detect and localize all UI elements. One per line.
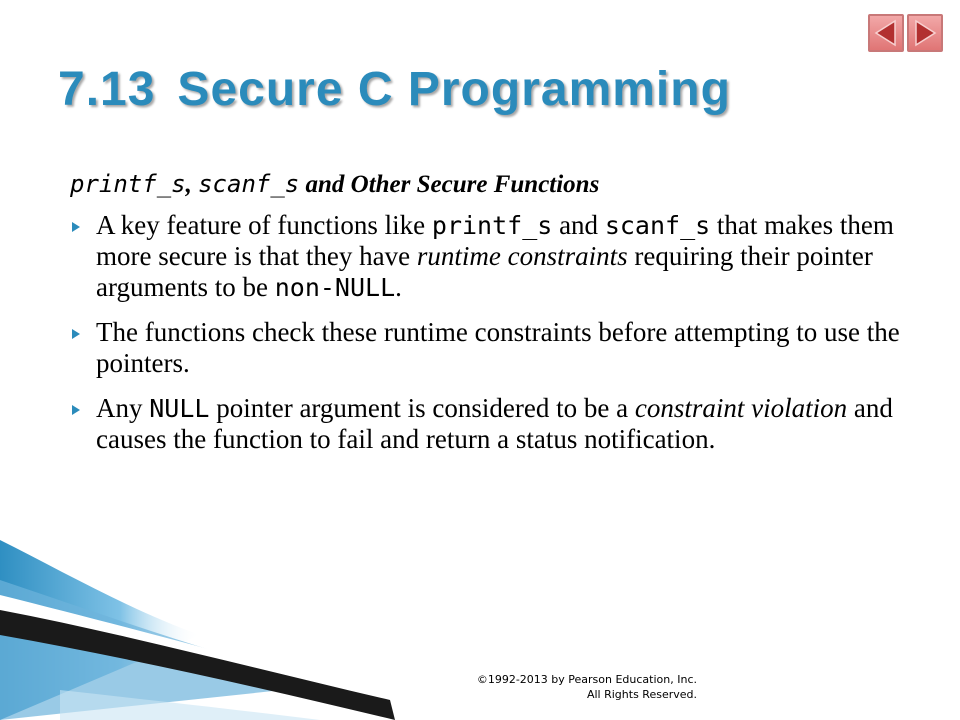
- subtitle-rest: and Other Secure Functions: [305, 171, 600, 198]
- previous-slide-button[interactable]: [868, 14, 904, 52]
- bullet-text: and causes the function to fail and return a status notification.: [96, 393, 893, 454]
- bullet-text: A key feature of functions like: [96, 210, 432, 240]
- title-text: Secure C Programming: [177, 63, 731, 116]
- rights-line: All Rights Reserved.: [586, 688, 697, 701]
- slide-title: [58, 62, 731, 117]
- bullet-item: [70, 210, 910, 303]
- subtitle-code-printf: printf_s: [70, 170, 186, 198]
- bullet-emphasis: runtime constraints: [416, 241, 628, 271]
- bullet-text: pointer argument is considered to be a: [209, 393, 635, 423]
- subtitle-code-scanf: scanf_s: [198, 170, 300, 198]
- next-slide-button[interactable]: [907, 14, 943, 52]
- bullet-text: that makes them more secure is that they have: [96, 210, 894, 271]
- triangle-left-icon: [873, 19, 899, 47]
- bullet-list: [70, 210, 910, 469]
- copyright-footer: [477, 672, 697, 702]
- slide-navigation: [868, 14, 948, 54]
- bullet-emphasis: constraint violation: [634, 393, 848, 423]
- bullet-text: requiring their pointer arguments to be: [96, 241, 873, 302]
- bullet-text: .: [395, 272, 402, 302]
- bullet-code: scanf_s: [604, 211, 711, 240]
- triangle-right-icon: [912, 19, 938, 47]
- bullet-text: The functions check these runtime constraints before attempting to use the pointers.: [96, 317, 900, 378]
- copyright-line: ©1992-2013 by Pearson Education, Inc.: [476, 673, 697, 686]
- slide-subtitle: [70, 170, 599, 199]
- title-number: 7.13: [58, 63, 156, 116]
- bullet-arrow-icon: [72, 405, 80, 415]
- bullet-item: [70, 393, 910, 455]
- bullet-code: non-NULL: [274, 273, 396, 302]
- bullet-text: Any: [96, 393, 150, 423]
- bullet-code: printf_s: [431, 211, 553, 240]
- bullet-item: [70, 317, 910, 379]
- bullet-code: NULL: [149, 394, 210, 423]
- bullet-arrow-icon: [72, 222, 80, 232]
- subtitle-separator: ,: [185, 171, 192, 198]
- bullet-arrow-icon: [72, 329, 80, 339]
- bullet-text: and: [552, 210, 605, 240]
